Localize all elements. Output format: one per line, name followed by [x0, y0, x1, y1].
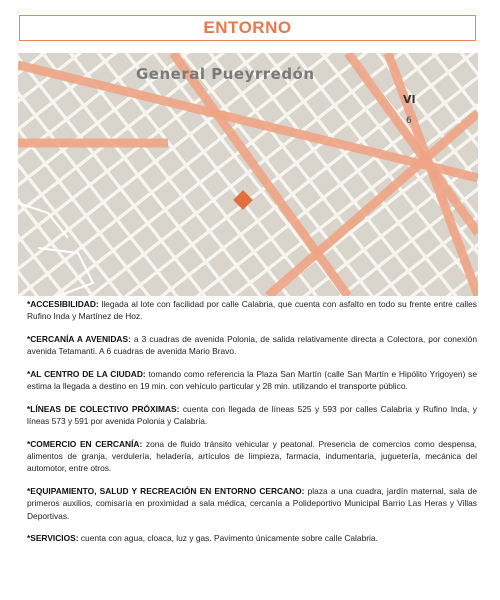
section-heading: *SERVICIOS: — [27, 533, 79, 544]
map-zone-number: 6 — [406, 116, 412, 126]
section-text: llegada al lote con facilidad por calle Calabria, que cuenta con asfalto en todo su frente entre calles Rufino Inda y Martínez de Hoz. — [27, 299, 477, 322]
map-image — [18, 53, 478, 296]
page-title: ENTORNO — [203, 18, 292, 37]
section-heading: *AL CENTRO DE LA CIUDAD: — [27, 368, 146, 379]
section-heading: *CERCANÍA A AVENIDAS: — [27, 333, 131, 344]
section-heading: *EQUIPAMIENTO, SALUD Y RECREACIÓN EN ENTORNO CERCANO: — [27, 485, 305, 496]
title-box — [19, 15, 476, 41]
section-text: a 3 cuadras de avenida Polonia, de salida relativamente directa a Colectora, por conexión avenida Tetamanti. A 6 cuadras de avenida Mario Bravo. — [27, 333, 477, 357]
content-body — [27, 298, 477, 555]
map-zone-label: VI — [403, 93, 416, 106]
section-text: cuenta con llegada de líneas 525 y 593 por calles Calabria y Rufino Inda, y líneas 573 y 591 por avenida Polonia y Calabria. — [27, 403, 477, 427]
section-avenidas — [27, 333, 477, 358]
section-servicios — [27, 532, 477, 544]
section-comercio — [27, 438, 477, 475]
section-heading: *COMERCIO EN CERCANÍA: — [27, 438, 143, 449]
section-text: cuenta con agua, cloaca, luz y gas. Pavimento únicamente sobre calle Calabria. — [78, 533, 378, 544]
map-locality-label: General Pueyrredón — [136, 65, 315, 83]
section-accesibilidad — [27, 298, 477, 323]
section-colectivos — [27, 403, 477, 428]
section-text: zona de fluido tránsito vehicular y peatonal. Presencia de comercios como despensa, alimentos de granja, verdulería, heladería, artículos de limpieza, farmacia, indumentaria, juguetería, mecánica del automotor, entre otros. — [27, 438, 477, 474]
section-text: tomando como referencia la Plaza San Martín (calle San Martín e Hipólito Yrigoyen) se estima la llegada a destino en 19 min. con vehículo particular y 28 min. utilizando el transporte público. — [27, 368, 477, 392]
section-heading: *ACCESIBILIDAD: — [27, 299, 99, 309]
section-centro — [27, 368, 477, 393]
section-heading: *LÍNEAS DE COLECTIVO PRÓXIMAS: — [27, 403, 180, 414]
location-map — [18, 53, 478, 296]
section-text: plaza a una cuadra, jardín maternal, sala de primeros auxilios, comisaría en proximidad a sala médica, cercanía a Polideportivo Municipal Barrio Las Heras y Villas Deportivas. — [27, 485, 477, 521]
section-equipamiento — [27, 485, 477, 522]
